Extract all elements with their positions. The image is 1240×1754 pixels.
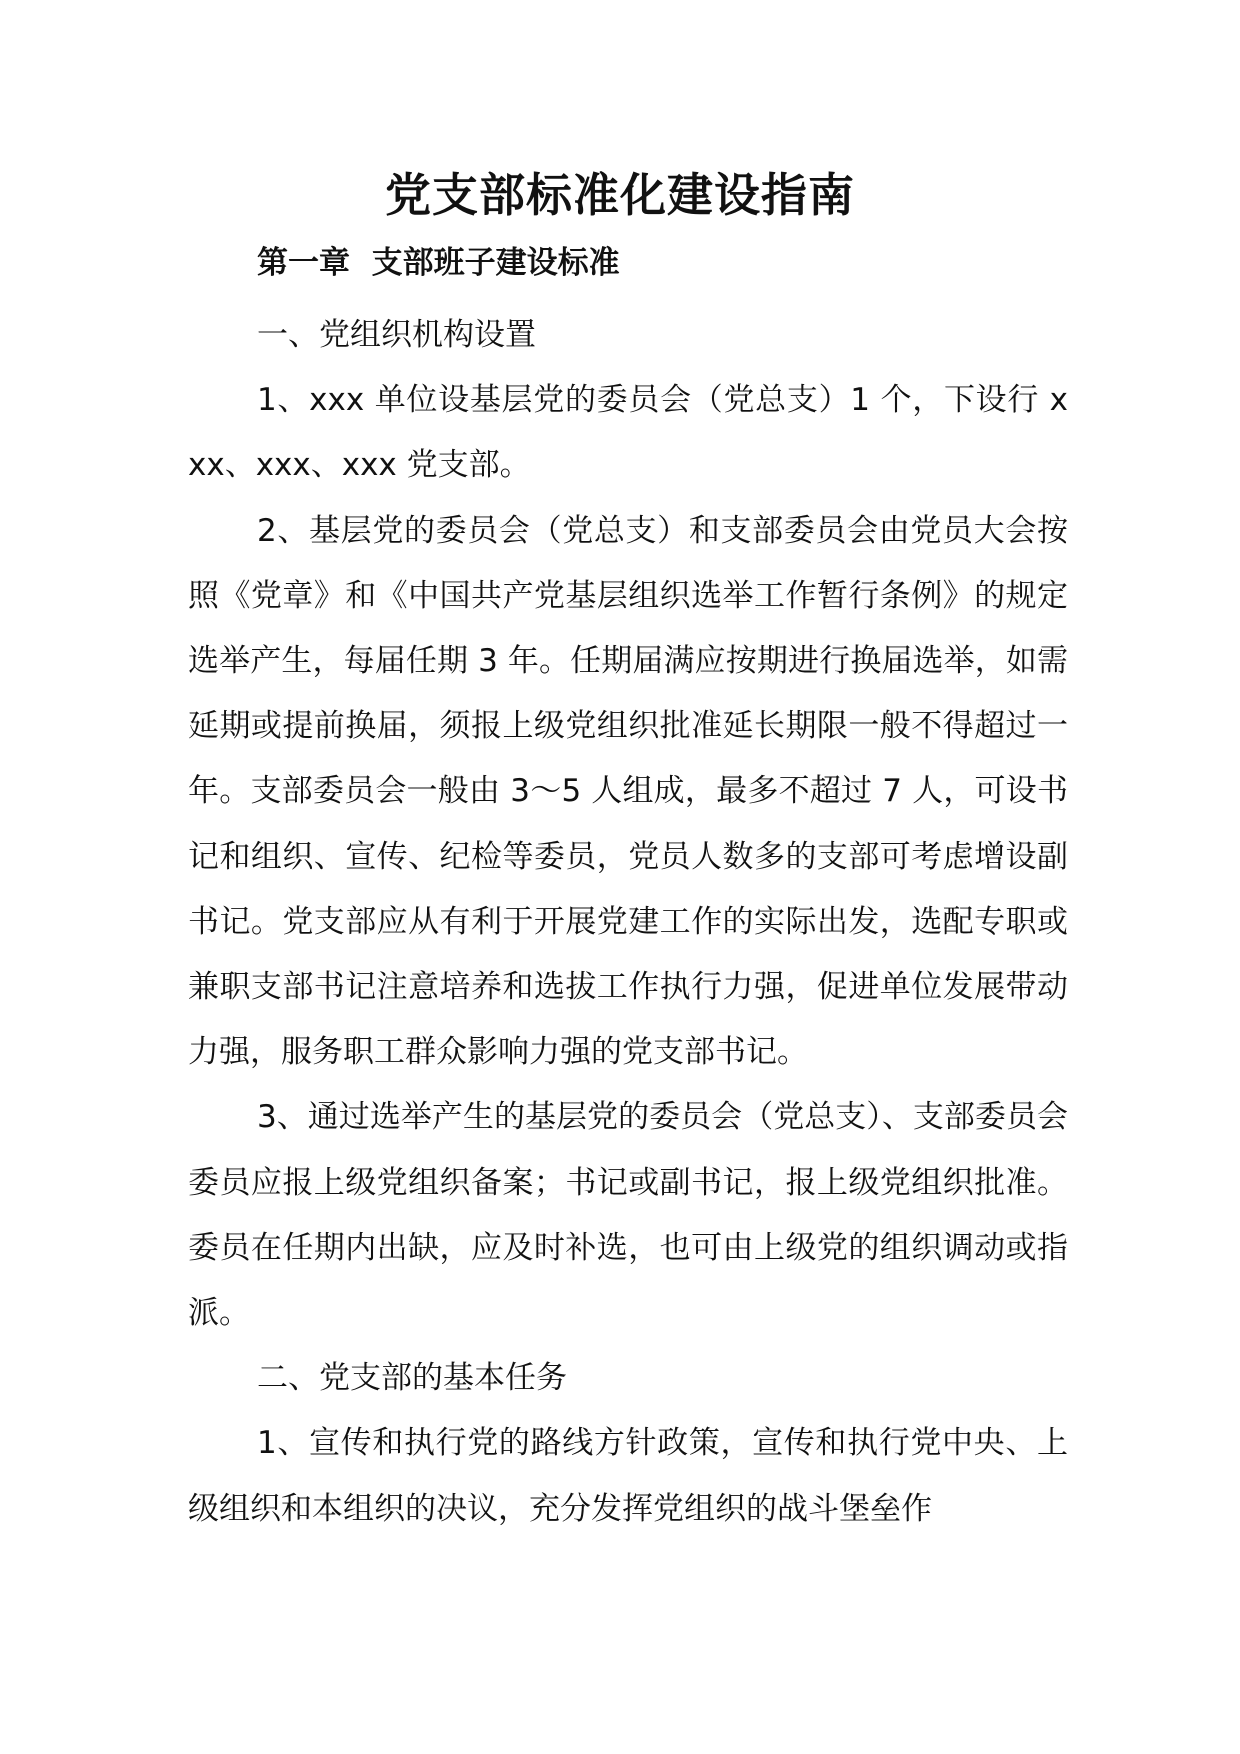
paragraph: 3、通过选举产生的基层党的委员会（党总支）、支部委员会委员应报上级党组织备案；书记或副书记，报上级党组织批准。委员在任期内出缺，应及时补选，也可由上级党的组织调动或指派。 [188,1099,1068,1332]
section-heading-tasks: 二、党支部的基本任务 [257,1360,567,1397]
paragraph: 1、宣传和执行党的路线方针政策，宣传和执行党中央、上级组织和本组织的决议，充分发挥党组织的战斗堡垒作 [188,1425,1068,1527]
paragraph: 2、基层党的委员会（党总支）和支部委员会由党员大会按照《党章》和《中国共产党基层组织选举工作暂行条例》的规定选举产生，每届任期 3 年。任期届满应按期进行换届选举，如需延期或提前换届，须报上级党组织批准延长期限一般不得超过一年。支部委员会一般由 3～5 人组成，最多不超过 7 人，可设书记和组织、宣传、纪检等委员，党员人数多的支部可考虑增设副书记。党支部应从有利于开展党建工作的实际出发，选配专职或兼职支部书记注意培养和选拔工作执行力强，促进单位发展带动力强，服务职工群众影响力强的党支部书记。 [188,512,1068,1071]
section-heading-organization: 一、党组织机构设置 [257,317,536,353]
document-title: 党支部标准化建设指南 [385,168,855,222]
document-body [188,303,1068,1542]
chapter-heading: 第一章 支部班子建设标准 [257,245,620,281]
paragraph: 1、xxx 单位设基层党的委员会（党总支）1 个，下设行 xxx、xxx、xxx 党支部。 [188,382,1068,484]
